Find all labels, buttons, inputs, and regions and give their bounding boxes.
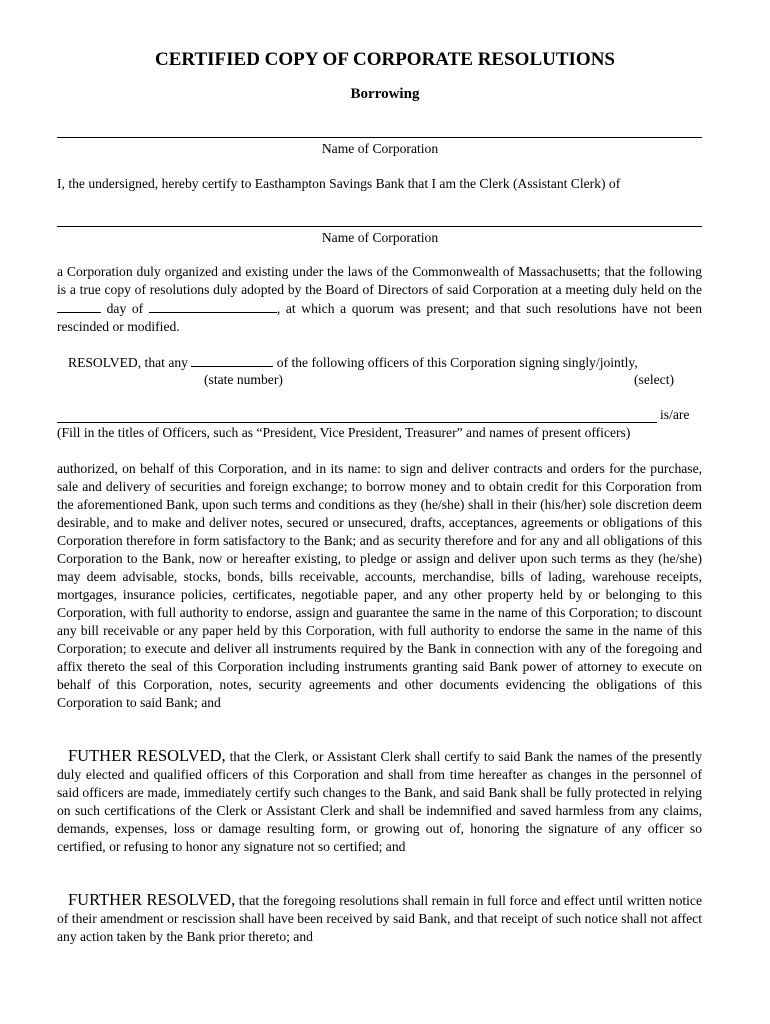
certify-statement: I, the undersigned, hereby certify to Easthampton Savings Bank that I am the Clerk (Assistant Clerk) of: [57, 176, 621, 191]
corporation-paragraph-part-2: day of: [106, 301, 144, 316]
resolved-text-2: of the following officers of this Corporation signing singly/jointly,: [276, 355, 638, 370]
resolved-text-1: RESOLVED, that any: [68, 355, 188, 370]
corporation-paragraph: [57, 263, 702, 336]
corporation-paragraph-part-3: , at which a quorum was present; and that such resolutions have not been rescinded or modified.: [57, 301, 703, 334]
officer-count-field[interactable]: [191, 353, 273, 367]
further-resolved-body: that the foregoing resolutions shall remain in full force and effect until written notice of their amendment or rescission shall have been received by said Bank, and that receipt of such notice shall not affect any action taken by the Bank prior thereto; and: [57, 893, 702, 944]
futher-resolved-heading: FUTHER RESOLVED,: [68, 746, 226, 765]
select-hint: (select): [634, 372, 674, 387]
name-of-corporation-caption-1: Name of Corporation: [321, 141, 439, 156]
resolved-line: [68, 353, 638, 372]
state-number-hint: (state number): [204, 372, 283, 387]
document-title: CERTIFIED COPY OF CORPORATE RESOLUTIONS: [155, 49, 615, 70]
name-of-corporation-caption-2: Name of Corporation: [321, 230, 439, 245]
meeting-month-field[interactable]: [149, 299, 277, 313]
officers-names-field[interactable]: [57, 406, 657, 423]
corporation-paragraph-part-1: a Corporation duly organized and existing under the laws of the Commonwealth of Massachusetts; that the following is a true copy of resolutions duly adopted by the Board of Directors of said Corporation at a meeting duly held on the: [57, 264, 702, 297]
document-subtitle: Borrowing: [350, 86, 420, 102]
further-resolved-heading: FURTHER RESOLVED,: [68, 890, 236, 909]
officers-fill-instructions: (Fill in the titles of Officers, such as “President, Vice President, Treasurer” and names of present officers): [57, 425, 631, 440]
corporation-name-line-2[interactable]: [57, 226, 702, 227]
corporation-name-line-1[interactable]: [57, 137, 702, 138]
futher-resolved-body: that the Clerk, or Assistant Clerk shall certify to said Bank the names of the presently duly elected and qualified officers of this Corporation and shall from time hereafter as changes in the personnel of said officers are made, immediately certify such changes to the Bank, and said Bank shall be fully protected in relying on such certifications of the Clerk or Assistant Clerk and shall be indemnified and saved harmless from any claims, demands, expenses, loss or damage resulting form, or growing out of, honoring the signature of any officer so certified, or refusing to honor any signature not so certified; and: [57, 749, 702, 854]
futher-resolved-paragraph: [57, 747, 702, 856]
further-resolved-paragraph: [57, 891, 702, 946]
authorized-paragraph: authorized, on behalf of this Corporation, and in its name: to sign and deliver contracts and orders for the purchase, sale and delivery of securities and foreign exchange; to borrow money and to obtain credit for this Corporation from the aforementioned Bank, upon such terms and conditions as they (he/she) shall in their (his/her) sole discretion deem desirable, and to make and deliver notes, secured or unsecured, drafts, acceptances, agreements or obligations of this Corporation therefore in form satisfactory to the Bank; and as security therefore and for any and all obligations of this Corporation to the Bank, now or hereafter existing, to pledge or assign and deliver upon such terms as they (he/she) may deem advisable, stocks, bonds, bills receivable, accounts, merchandise, bills of lading, warehouse receipts, mortgages, insurance policies, certificates, negotiable paper, and any other property held by or belonging to this Corporation, with full authority to endorse, assign and guarantee the same in the name of this Corporation; to discount any bill receivable or any paper held by this Corporation, with full authority to endorse the same in the name of this Corporation; to execute and deliver all instruments required by the Bank in connection with any of the foregoing and affix thereto the seal of this Corporation including instruments granting said Bank power of attorney to execute on behalf of this Corporation, notes, security agreements and other documents evidencing the obligations of this Corporation to said Bank; and: [57, 461, 702, 710]
meeting-day-field[interactable]: [57, 299, 101, 313]
is-are-label: is/are: [660, 407, 690, 422]
